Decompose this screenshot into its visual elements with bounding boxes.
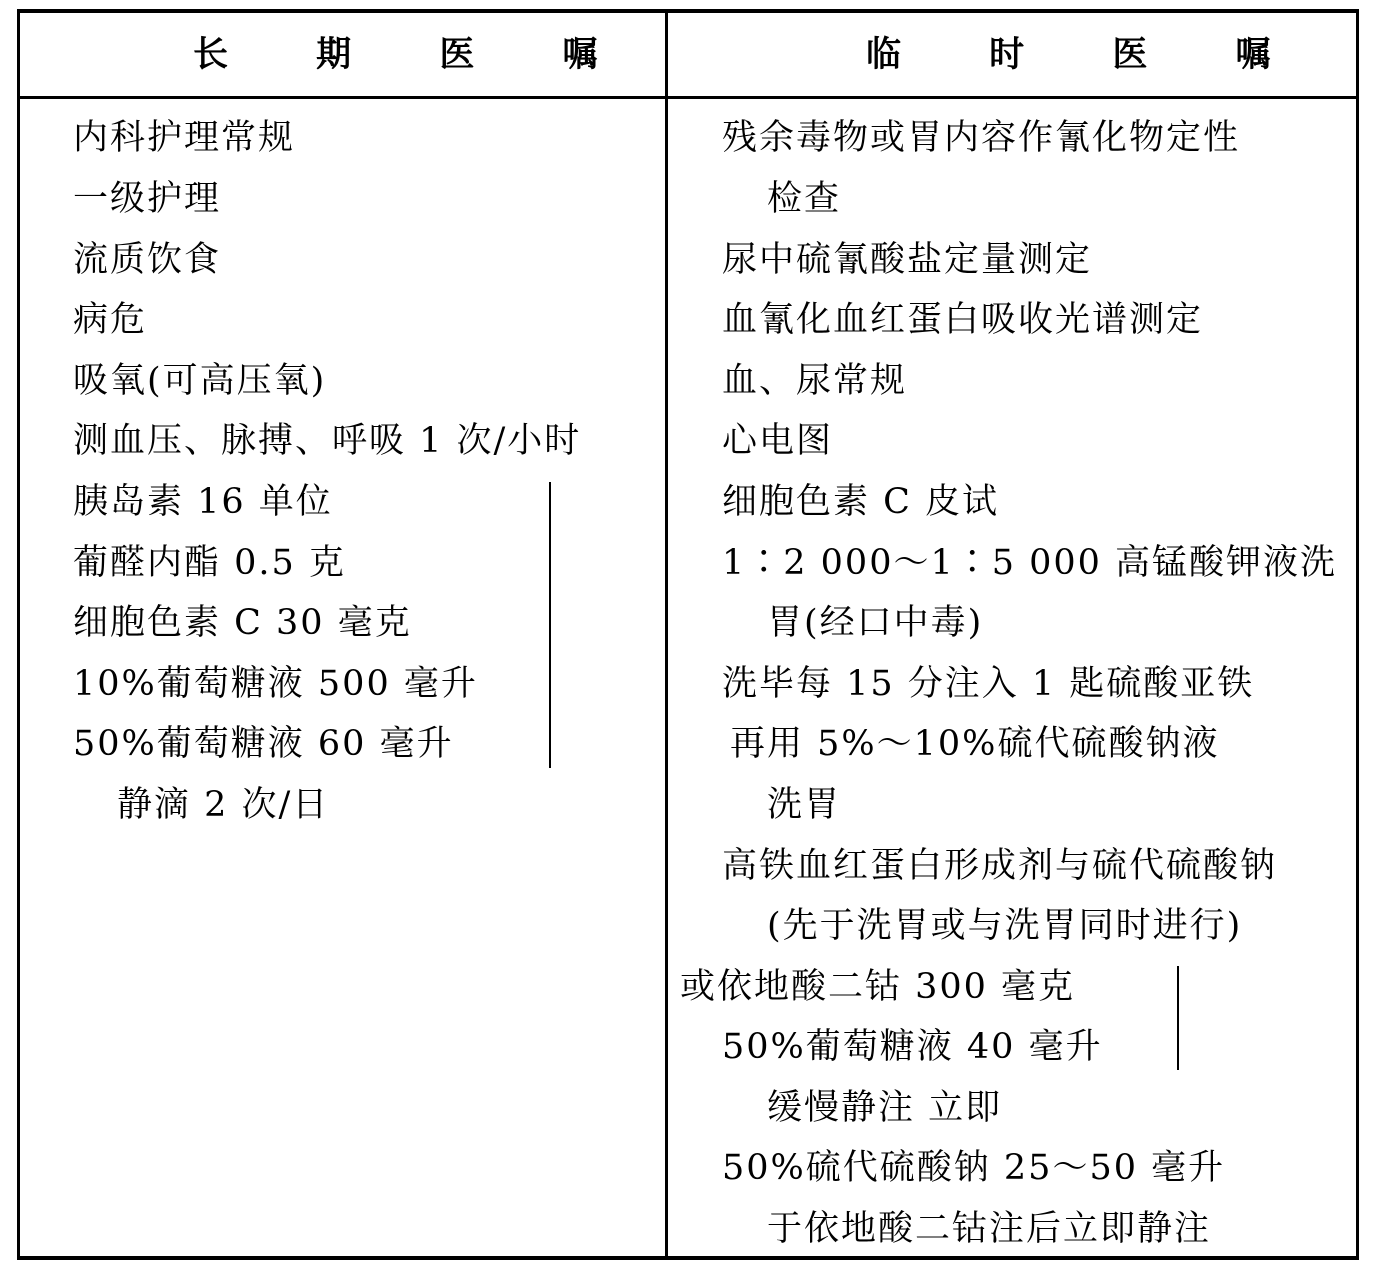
header-temporary-orders: 临 时 医 嘱: [866, 35, 1309, 75]
right-order-line: 50%硫代硫酸钠 25～50 毫升: [722, 1148, 1226, 1188]
right-order-line: 残余毒物或胃内容作氰化物定性: [722, 118, 1241, 158]
left-order-line: 细胞色素 C 30 毫克: [73, 603, 412, 643]
left-order-line: 葡醛内酯 0.5 克: [73, 543, 346, 583]
left-order-line: 内科护理常规: [73, 118, 296, 158]
right-order-line: 或依地酸二钴 300 毫克: [680, 967, 1076, 1007]
right-order-line: 血氰化血红蛋白吸收光谱测定: [722, 300, 1204, 340]
column-divider: [665, 9, 668, 1260]
header-rule: [17, 96, 1359, 99]
left-order-line: 50%葡萄糖液 60 毫升: [73, 724, 454, 764]
left-order-line: 流质饮食: [73, 240, 222, 280]
right-order-line: 细胞色素 C 皮试: [722, 482, 1000, 522]
left-order-line: 一级护理: [73, 179, 222, 219]
right-order-line: 血、尿常规: [722, 361, 908, 401]
left-order-line: 静滴 2 次/日: [117, 785, 330, 825]
right-order-line: 于依地酸二钴注后立即静注: [767, 1209, 1212, 1249]
right-order-line: 再用 5%～10%硫代硫酸钠液: [730, 724, 1220, 764]
right-order-line: 洗胃: [767, 785, 842, 825]
left-order-line: 胰岛素 16 单位: [73, 482, 333, 522]
header-long-term-orders: 长 期 医 嘱: [193, 35, 636, 75]
right-order-line: 50%葡萄糖液 40 毫升: [722, 1027, 1103, 1067]
right-order-line: 尿中硫氰酸盐定量测定: [722, 240, 1093, 280]
left-order-line: 吸氧(可高压氧): [73, 361, 327, 401]
right-order-line: 洗毕每 15 分注入 1 匙硫酸亚铁: [722, 664, 1255, 704]
right-group-bracket: [1177, 966, 1179, 1070]
right-order-line: 检查: [767, 179, 842, 219]
left-group-bracket: [549, 482, 551, 768]
right-order-line: (先于洗胃或与洗胃同时进行): [767, 906, 1243, 946]
right-order-line: 高铁血红蛋白形成剂与硫代硫酸钠: [722, 846, 1278, 886]
right-order-line: 心电图: [722, 421, 834, 461]
left-order-line: 10%葡萄糖液 500 毫升: [73, 664, 478, 704]
right-order-line: 胃(经口中毒): [767, 603, 984, 643]
left-order-line: 病危: [73, 300, 148, 340]
right-order-line: 缓慢静注 立即: [767, 1088, 1003, 1128]
left-order-line: 测血压、脉搏、呼吸 1 次/小时: [73, 421, 582, 461]
right-order-line: 1∶2 000～1∶5 000 高锰酸钾液洗: [722, 543, 1338, 583]
